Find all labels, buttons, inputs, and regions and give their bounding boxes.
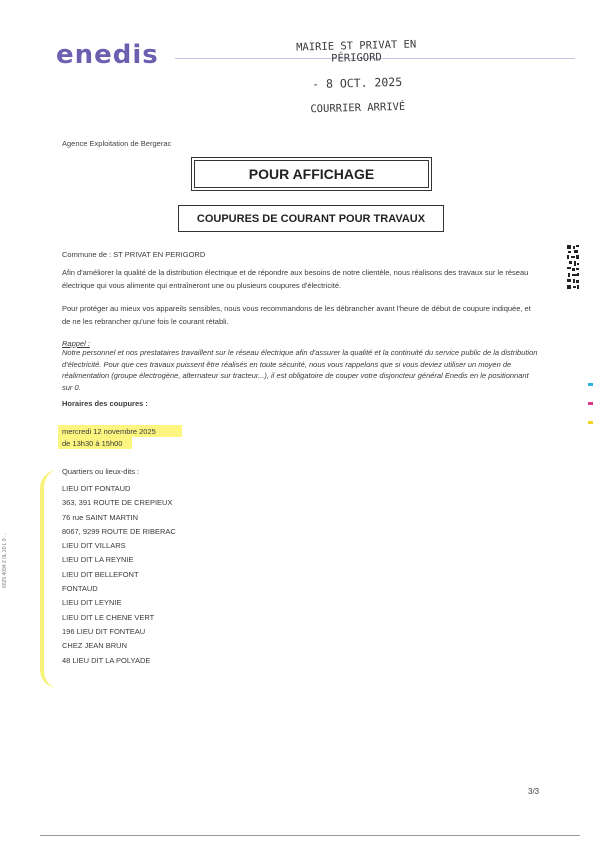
subtitle-box: COUPURES DE COURANT POUR TRAVAUX xyxy=(178,205,444,232)
print-mark-yellow xyxy=(588,421,593,424)
quartiers-heading: Quartiers ou lieux-dits : xyxy=(62,467,140,476)
list-item: LIEU DIT VILLARS xyxy=(62,541,126,551)
side-print-code: 6025 4094 2 0L 20 L 9 ... xyxy=(2,532,8,588)
print-mark-cyan xyxy=(588,383,593,386)
list-item: LIEU DIT FONTAUD xyxy=(62,484,131,493)
list-item: LIEU DIT LE CHENE VERT xyxy=(62,612,155,622)
commune-line: Commune de : ST PRIVAT EN PERIGORD xyxy=(62,250,206,259)
barcode-icon xyxy=(566,244,580,290)
page-number: 3/3 xyxy=(528,787,540,796)
stamp-date: - 8 OCT. 2025 xyxy=(311,74,403,92)
enedis-logo: enedis xyxy=(56,40,159,70)
list-item: 363, 391 ROUTE DE CREPIEUX xyxy=(62,498,173,508)
list-item: 196 LIEU DIT FONTEAU xyxy=(62,626,146,636)
list-item: 8067, 9299 ROUTE DE RIBERAC xyxy=(62,526,176,536)
list-item: LIEU DIT BELLEFONT xyxy=(62,569,139,579)
stamp-line-1: MAIRIE ST PRIVAT EN PÉRIGORD xyxy=(295,38,417,65)
title-box: POUR AFFICHAGE xyxy=(191,157,432,191)
list-item: 76 rue SAINT MARTIN xyxy=(62,512,138,522)
print-mark-magenta xyxy=(588,402,593,405)
outage-date: mercredi 12 novembre 2025 xyxy=(62,427,156,436)
highlighter-stroke xyxy=(40,470,58,688)
list-item: 48 LIEU DIT LA POLYADE xyxy=(62,655,151,665)
rappel-heading: Rappel : xyxy=(62,339,90,348)
list-item: CHEZ JEAN BRUN xyxy=(62,641,128,651)
horaires-heading: Horaires des coupures : xyxy=(62,399,148,408)
list-item: LIEU DIT LA REYNIE xyxy=(62,555,134,565)
paragraph-intro: Afin d'améliorer la qualité de la distribution électrique et de répondre aux besoins de notre clientèle, nous réalisons des travaux sur le réseau électrique qui vous alimente qui entraîneront une ou plusieurs coupures d'électricité. xyxy=(62,268,529,290)
list-item: LIEU DIT LEYNIE xyxy=(62,598,122,608)
rappel-text: Notre personnel et nos prestataires travaillent sur le réseau électrique afin d'assurer la qualité et la continuité du service public de la distribution d'électricité. Pour que ces travaux puissent être réalisés en toute sécurité, nous vous rappelons que si vous deviez utiliser un moyen de réalimentation (groupe électrogène, alternateur sur tracteur...), il est obligatoire de couper votre disjoncteur général Enedis en le positionnant sur 0. xyxy=(62,348,538,392)
agency-name: Agence Exploitation de Bergerac xyxy=(62,139,172,148)
paragraph-advice: Pour protéger au mieux vos appareils sensibles, nous vous recommandons de les débrancher avant l'heure de début de coupure indiquée, et de ne les rebrancher qu'une fois le courant rétabli. xyxy=(62,304,531,326)
stamp-line-3: COURRIER ARRIVÉ xyxy=(310,100,406,116)
scan-edge xyxy=(40,835,580,836)
places-list xyxy=(62,482,176,668)
outage-time: de 13h30 à 15h00 xyxy=(62,439,123,448)
list-item: FONTAUD xyxy=(62,584,98,594)
reception-stamp xyxy=(271,38,443,116)
